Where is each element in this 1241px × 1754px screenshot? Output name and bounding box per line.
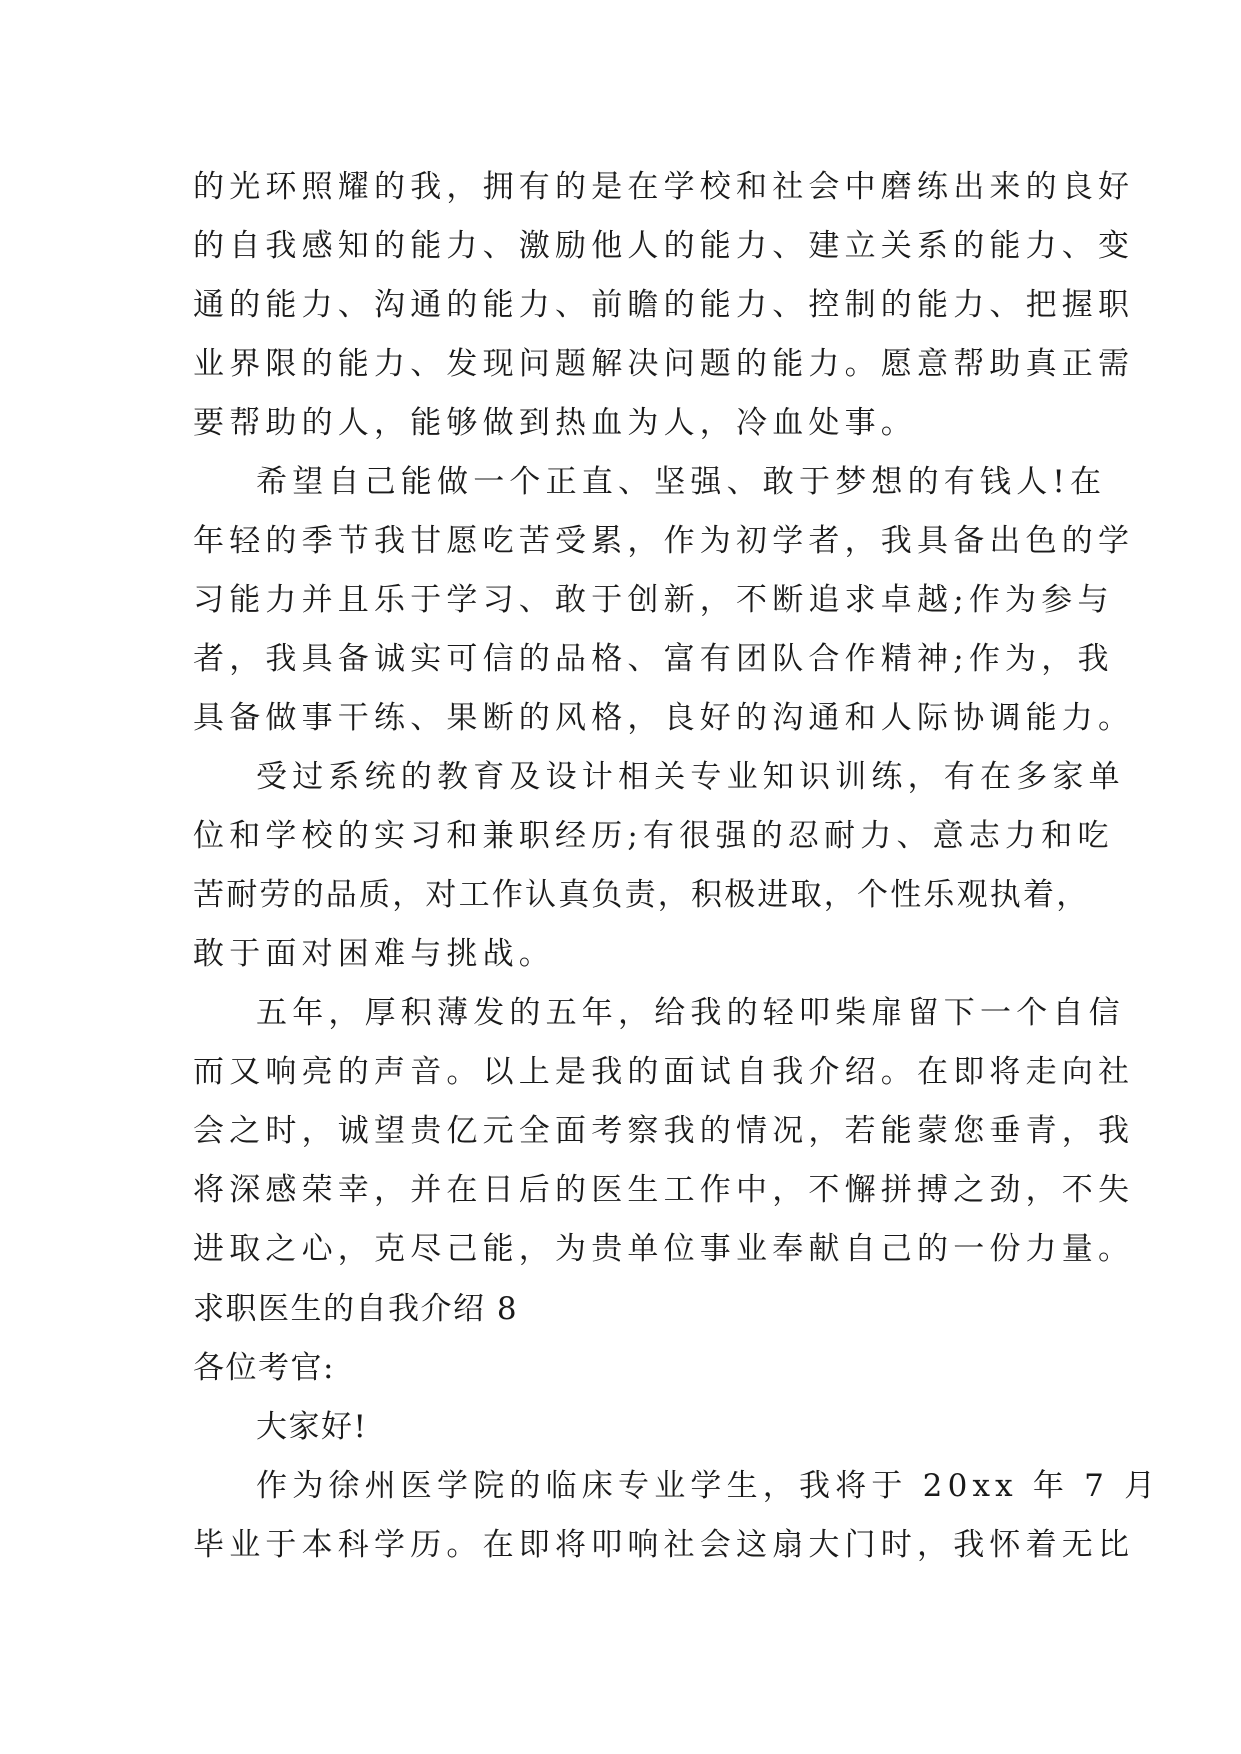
text-line: 者，我具备诚实可信的品格、富有团队合作精神;作为，我 [193, 641, 1114, 677]
text-line: 会之时，诚望贵亿元全面考察我的情况，若能蒙您垂青，我 [193, 1113, 1135, 1149]
text-line: 作为徐州医学院的临床专业学生，我将于 20xx 年 7 月 [256, 1468, 1161, 1504]
text-line: 具备做事干练、果断的风格，良好的沟通和人际协调能力。 [193, 700, 1135, 736]
text-line: 而又响亮的声音。以上是我的面试自我介绍。在即将走向社 [193, 1054, 1135, 1090]
text-line: 受过系统的教育及设计相关专业知识训练，有在多家单 [256, 759, 1125, 795]
greeting: 大家好! [256, 1409, 368, 1445]
text-line: 业界限的能力、发现问题解决问题的能力。愿意帮助真正需 [193, 346, 1135, 382]
text-line: 要帮助的人，能够做到热血为人，冷血处事。 [193, 405, 917, 441]
text-line: 年轻的季节我甘愿吃苦受累，作为初学者，我具备出色的学 [193, 523, 1135, 559]
text-line: 将深感荣幸，并在日后的医生工作中，不懈拼搏之劲，不失 [193, 1172, 1135, 1208]
text-line: 敢于面对困难与挑战。 [193, 936, 555, 972]
text-line: 通的能力、沟通的能力、前瞻的能力、控制的能力、把握职 [193, 287, 1135, 323]
text-line: 五年，厚积薄发的五年，给我的轻叩柴扉留下一个自信 [256, 995, 1125, 1031]
text-line: 的自我感知的能力、激励他人的能力、建立关系的能力、变 [193, 228, 1135, 264]
text-line: 希望自己能做一个正直、坚强、敢于梦想的有钱人!在 [256, 464, 1107, 500]
text-line: 位和学校的实习和兼职经历;有很强的忍耐力、意志力和吃 [193, 818, 1114, 854]
salutation: 各位考官: [193, 1350, 335, 1386]
section-title: 求职医生的自我介绍 8 [193, 1291, 519, 1327]
text-line: 的光环照耀的我，拥有的是在学校和社会中磨练出来的良好 [193, 169, 1135, 205]
text-line: 苦耐劳的品质，对工作认真负责，积极进取，个性乐观执着， [193, 877, 1090, 913]
text-line: 习能力并且乐于学习、敢于创新，不断追求卓越;作为参与 [193, 582, 1114, 618]
text-line: 进取之心，克尽己能，为贵单位事业奉献自己的一份力量。 [193, 1231, 1135, 1267]
text-line: 毕业于本科学历。在即将叩响社会这扇大门时，我怀着无比 [193, 1527, 1135, 1563]
